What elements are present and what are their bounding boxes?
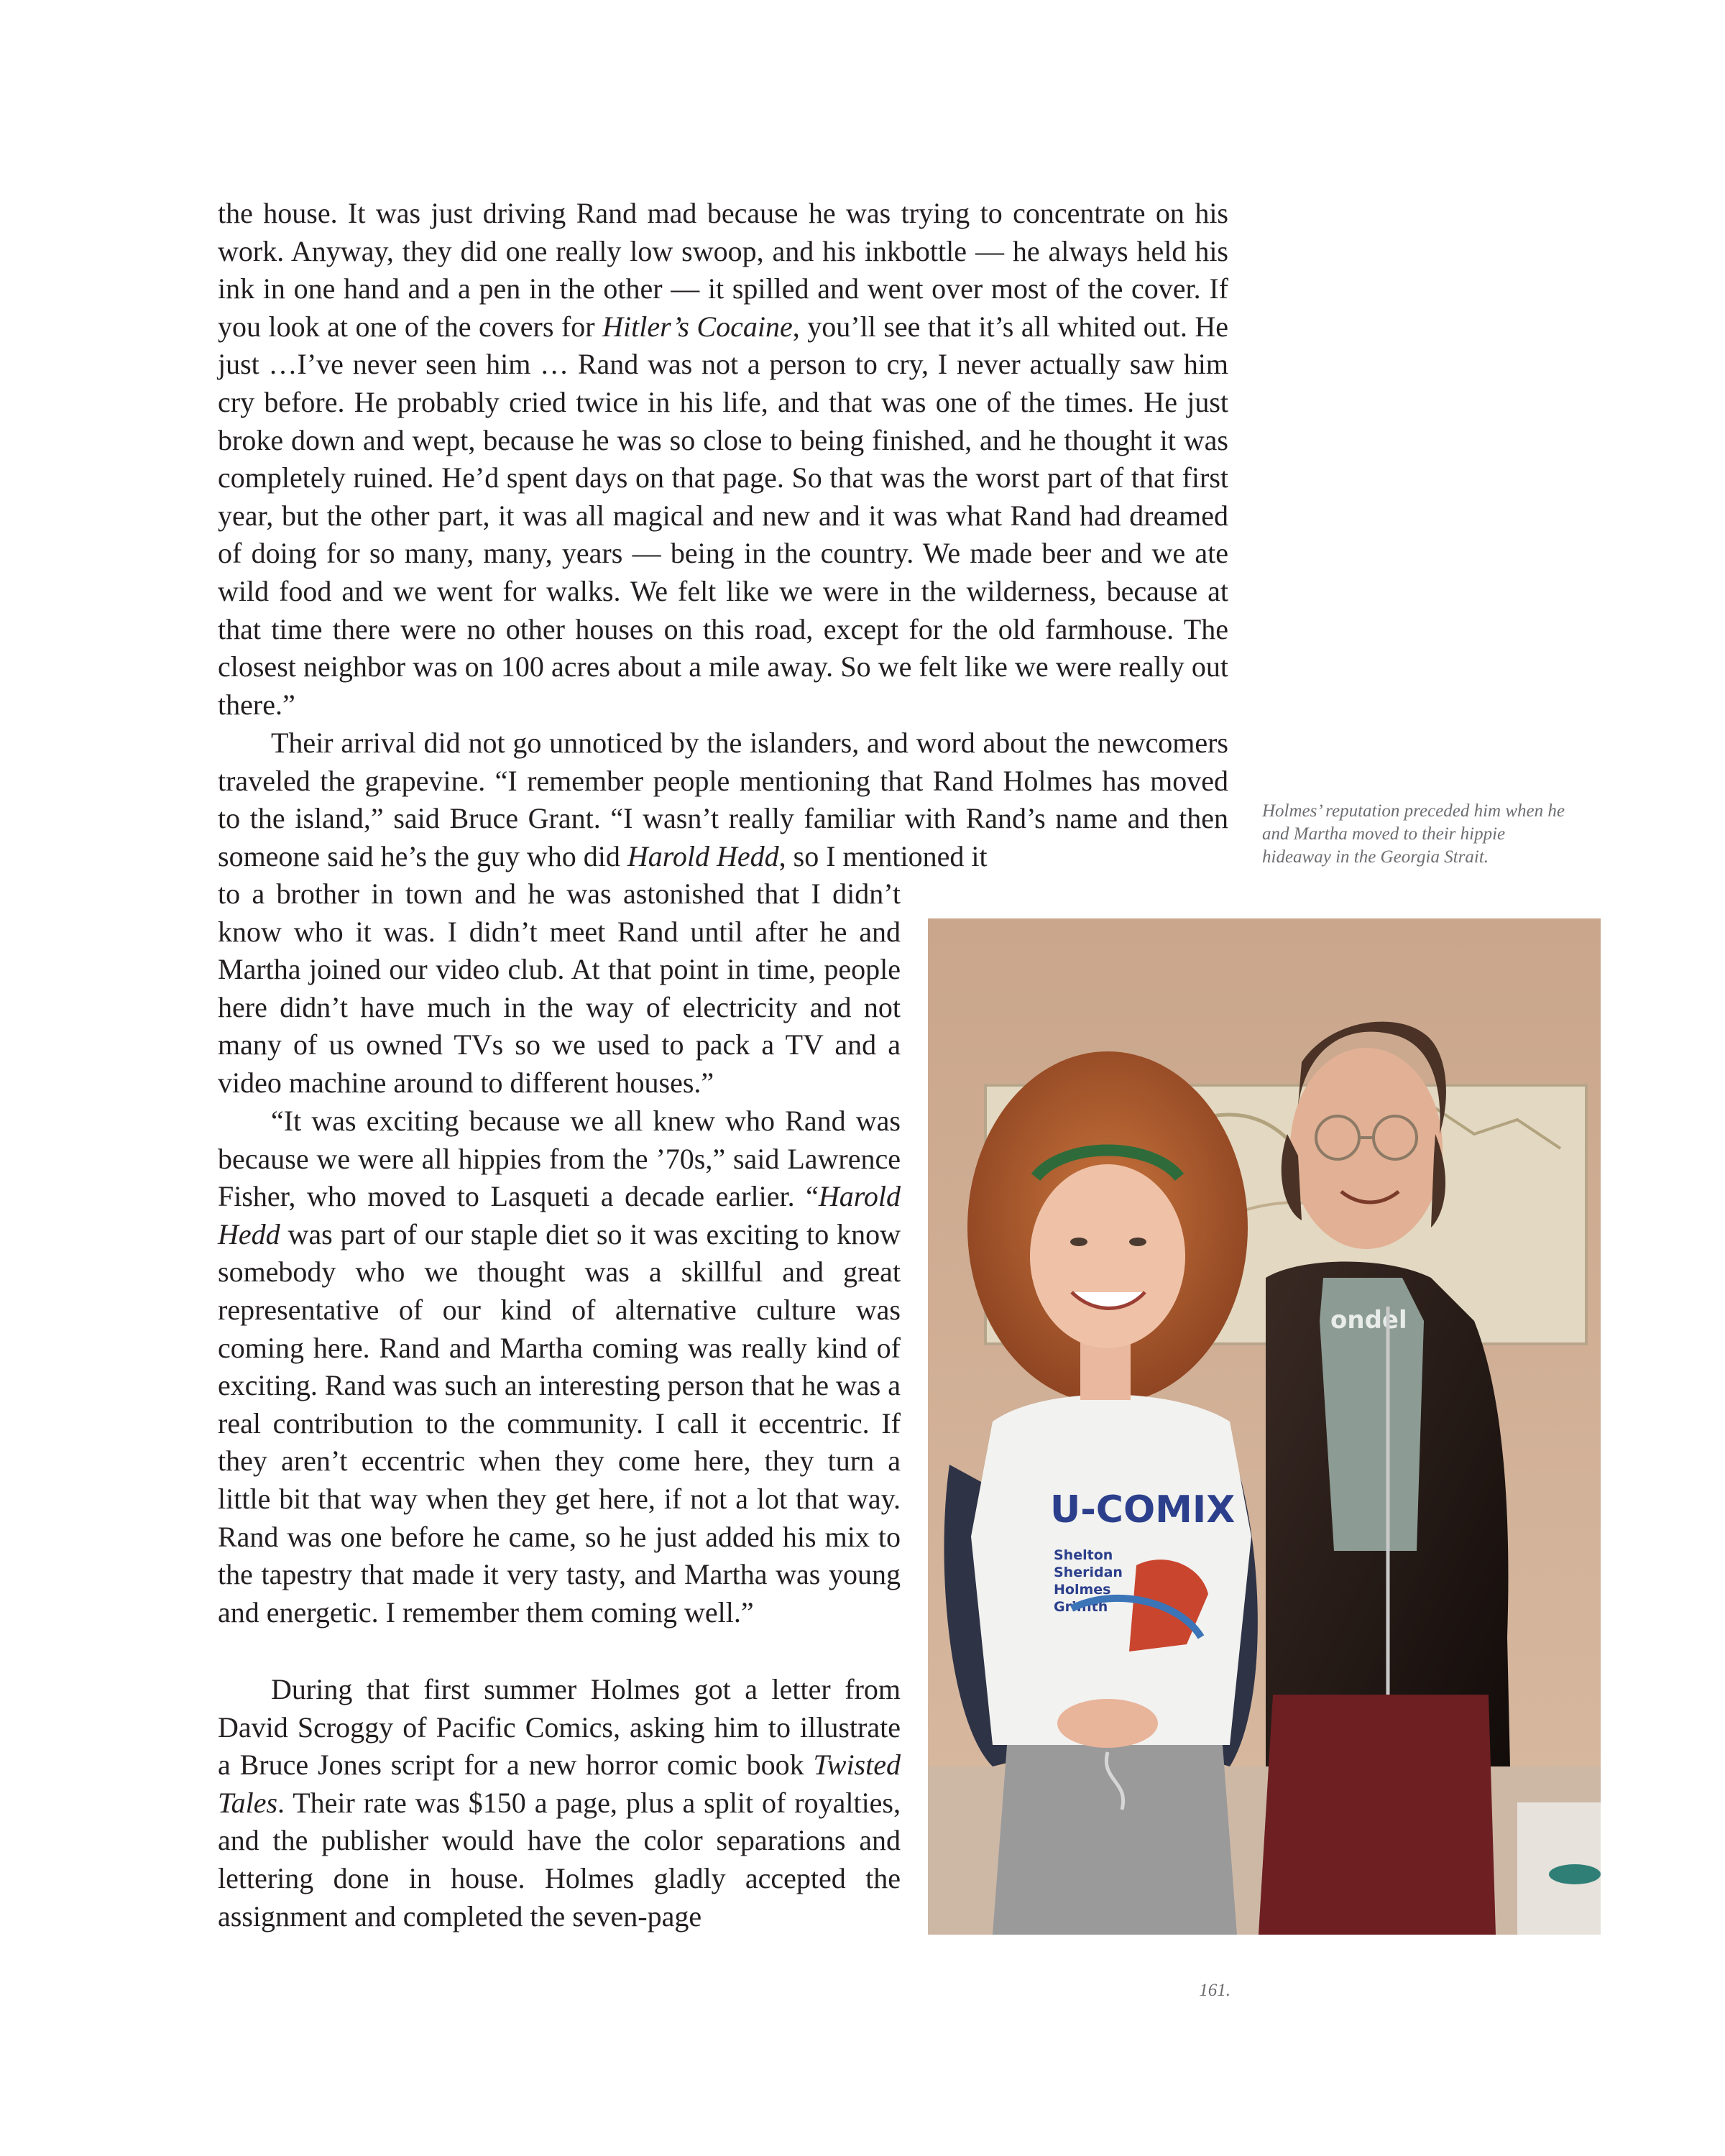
- book-title: Hitler’s Cocaine: [602, 310, 793, 343]
- paragraph-text: During that first summer Holmes got a letter from David Scroggy of Pacific Comics, asking him to illustrate a Bruce Jones script for a new horror comic book: [218, 1673, 901, 1782]
- comic-title: Twisted Tales: [218, 1749, 901, 1819]
- shirt-name-3: Holmes: [1054, 1582, 1111, 1598]
- paragraph-text: was part of our staple diet so it was exciting to know somebody who we thought was a skillful and great representative of our kind of alternative culture was coming here. Rand and Martha coming was really kind of exciting. Rand was such an interesting person that he was a real contribution to the community. I call it eccentric. If they aren’t eccentric when they come here, they turn a little bit that way when they get here, if not a lot that way. Rand was one before he came, so he just added his mix to the tapestry that made it very tasty, and Martha was young and energetic. I remember them coming well.”: [218, 1217, 901, 1628]
- comic-title: Harold Hedd: [218, 1180, 901, 1250]
- paragraph-text: , so I mentioned it: [778, 839, 988, 872]
- photo-illustration: [928, 918, 1601, 1935]
- body-paragraph-1: [218, 195, 1228, 724]
- tee-print: ondel: [1330, 1306, 1407, 1335]
- comic-title: Harold Hedd: [627, 839, 779, 872]
- page-number: 161.: [1199, 1981, 1230, 2000]
- body-paragraph-3: [218, 1102, 901, 1631]
- body-paragraph-4: [218, 1671, 901, 1935]
- paragraph-text: “It was exciting because we all knew who Rand was because we were all hippies from the ’70s,” said Lawrence Fisher, who moved to Lasqueti a decade earlier. “: [218, 1105, 901, 1213]
- shirt-name-1: Shelton: [1054, 1547, 1113, 1563]
- paragraph-text: , you’ll see that it’s all whited out. He just …I’ve never seen him … Rand was not a person to cry, I never actually saw him cry before. He probably cried twice in his life, and that was one of the times. He just broke down and wept, because he was so close to being finished, and he thought it was completely ruined. He’d spent days on that page. So that was the worst part of that first year, but the other part, it was all magical and new and it was what Rand had dreamed of doing for so many, many, years — being in the country. We made beer and we ate wild food and we went for walks. We felt like we were in the wilderness, because at that time there were no other houses on this road, except for the old farmhouse. The closest neighbor was on 100 acres about a mile away. So we felt like we were really out there.”: [218, 310, 1229, 721]
- photo-caption: Holmes’ reputation preceded him when he and Martha moved to their hippie hideaway in the Georgia Strait.: [1262, 801, 1565, 867]
- paragraph-text: the house. It was just driving Rand mad because he was trying to concentrate on his work. Anyway, they did one really low swoop, and his inkbottle — he always held his ink in one hand and a pen in the other — it spilled and went over most of the cover. If you look at one of the covers for: [218, 197, 1228, 343]
- body-paragraph-2: [218, 724, 1228, 875]
- body-paragraph-2-continued: to a brother in town and he was astonished that I didn’t know who it was. I didn’t meet Rand until after he and Martha joined our video club. At that point in time, people here didn’t have much in the way of electricity and not many of us owned TVs so we used to pack a TV and a video machine around to different houses.”: [218, 877, 901, 1099]
- shirt-name-4: Griffith: [1054, 1599, 1108, 1615]
- shirt-logo: U-COMIX: [1050, 1488, 1236, 1531]
- paragraph-text: Their arrival did not go unnoticed by the islanders, and word about the newcomers traveled the grapevine. “I remember people mentioning that Rand Holmes has moved to the island,” said Bruce Grant. “I wasn’t really familiar with Rand’s name and then someone said he’s the guy who did: [218, 727, 1228, 872]
- shirt-name-2: Sheridan: [1054, 1565, 1123, 1580]
- photo-holmes-and-martha: [928, 918, 1601, 1935]
- paragraph-text: . Their rate was $150 a page, plus a split of royalties, and the publisher would have the color separations and lettering done in house. Holmes gladly accepted the assignment and completed the seven-page: [218, 1786, 901, 1932]
